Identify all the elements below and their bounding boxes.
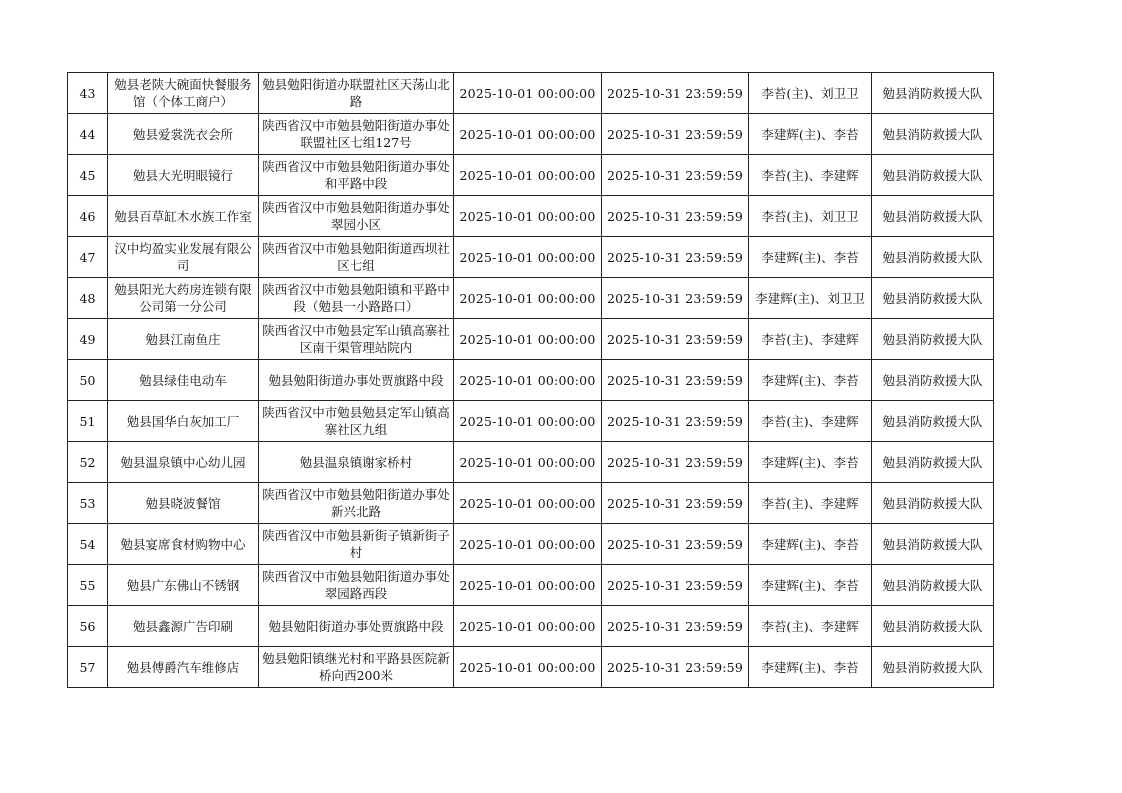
address-cell: 陕西省汉中市勉县勉阳街道办事处联盟社区七组127号 [259, 114, 454, 155]
table-row [68, 278, 994, 319]
table-row [68, 442, 994, 483]
end-time-cell: 2025-10-31 23:59:59 [602, 442, 749, 483]
unit-name-cell: 勉县宴席食材购物中心 [108, 524, 259, 565]
start-time-cell: 2025-10-01 00:00:00 [454, 155, 602, 196]
row-number: 49 [68, 319, 108, 360]
inspectors-cell: 李建辉(主)、李苔 [749, 442, 872, 483]
unit-name-cell: 勉县鑫源广告印刷 [108, 606, 259, 647]
address-cell: 陕西省汉中市勉县新街子镇新街子村 [259, 524, 454, 565]
table-row [68, 114, 994, 155]
unit-name-cell: 勉县百草缸木水族工作室 [108, 196, 259, 237]
table-row [68, 606, 994, 647]
row-number: 45 [68, 155, 108, 196]
row-number: 47 [68, 237, 108, 278]
agency-cell: 勉县消防救援大队 [872, 114, 994, 155]
agency-cell: 勉县消防救援大队 [872, 483, 994, 524]
inspection-table [67, 72, 994, 688]
row-number: 48 [68, 278, 108, 319]
inspectors-cell: 李苔(主)、李建辉 [749, 155, 872, 196]
end-time-cell: 2025-10-31 23:59:59 [602, 606, 749, 647]
start-time-cell: 2025-10-01 00:00:00 [454, 401, 602, 442]
start-time-cell: 2025-10-01 00:00:00 [454, 483, 602, 524]
row-number: 46 [68, 196, 108, 237]
table-row [68, 155, 994, 196]
row-number: 43 [68, 73, 108, 114]
end-time-cell: 2025-10-31 23:59:59 [602, 278, 749, 319]
inspectors-cell: 李苔(主)、刘卫卫 [749, 73, 872, 114]
end-time-cell: 2025-10-31 23:59:59 [602, 114, 749, 155]
start-time-cell: 2025-10-01 00:00:00 [454, 196, 602, 237]
row-number: 50 [68, 360, 108, 401]
unit-name-cell: 勉县老陕大碗面快餐服务馆（个体工商户） [108, 73, 259, 114]
unit-name-cell: 勉县爱裳洗衣会所 [108, 114, 259, 155]
row-number: 44 [68, 114, 108, 155]
end-time-cell: 2025-10-31 23:59:59 [602, 155, 749, 196]
unit-name-cell: 勉县江南鱼庄 [108, 319, 259, 360]
inspectors-cell: 李建辉(主)、李苔 [749, 524, 872, 565]
agency-cell: 勉县消防救援大队 [872, 360, 994, 401]
start-time-cell: 2025-10-01 00:00:00 [454, 606, 602, 647]
inspectors-cell: 李苔(主)、李建辉 [749, 401, 872, 442]
unit-name-cell: 勉县阳光大药房连锁有限公司第一分公司 [108, 278, 259, 319]
start-time-cell: 2025-10-01 00:00:00 [454, 73, 602, 114]
address-cell: 陕西省汉中市勉县勉阳街道西坝社区七组 [259, 237, 454, 278]
start-time-cell: 2025-10-01 00:00:00 [454, 524, 602, 565]
start-time-cell: 2025-10-01 00:00:00 [454, 278, 602, 319]
table-row [68, 319, 994, 360]
row-number: 56 [68, 606, 108, 647]
end-time-cell: 2025-10-31 23:59:59 [602, 565, 749, 606]
address-cell: 陕西省汉中市勉县定军山镇高寨社区南干渠管理站院内 [259, 319, 454, 360]
start-time-cell: 2025-10-01 00:00:00 [454, 319, 602, 360]
address-cell: 陕西省汉中市勉县勉阳街道办事处翠园路西段 [259, 565, 454, 606]
inspectors-cell: 李建辉(主)、李苔 [749, 647, 872, 688]
unit-name-cell: 勉县傅爵汽车维修店 [108, 647, 259, 688]
table-row [68, 73, 994, 114]
start-time-cell: 2025-10-01 00:00:00 [454, 237, 602, 278]
inspectors-cell: 李苔(主)、李建辉 [749, 606, 872, 647]
address-cell: 勉县勉阳街道办事处贾旗路中段 [259, 606, 454, 647]
table-row [68, 647, 994, 688]
agency-cell: 勉县消防救援大队 [872, 155, 994, 196]
table-row [68, 565, 994, 606]
table-row [68, 237, 994, 278]
row-number: 55 [68, 565, 108, 606]
end-time-cell: 2025-10-31 23:59:59 [602, 647, 749, 688]
inspectors-cell: 李苔(主)、刘卫卫 [749, 196, 872, 237]
end-time-cell: 2025-10-31 23:59:59 [602, 483, 749, 524]
inspectors-cell: 李建辉(主)、李苔 [749, 237, 872, 278]
table-row [68, 524, 994, 565]
agency-cell: 勉县消防救援大队 [872, 524, 994, 565]
inspectors-cell: 李建辉(主)、李苔 [749, 565, 872, 606]
agency-cell: 勉县消防救援大队 [872, 278, 994, 319]
unit-name-cell: 勉县绿佳电动车 [108, 360, 259, 401]
agency-cell: 勉县消防救援大队 [872, 401, 994, 442]
end-time-cell: 2025-10-31 23:59:59 [602, 319, 749, 360]
inspectors-cell: 李苔(主)、李建辉 [749, 319, 872, 360]
inspectors-cell: 李建辉(主)、李苔 [749, 360, 872, 401]
unit-name-cell: 勉县温泉镇中心幼儿园 [108, 442, 259, 483]
agency-cell: 勉县消防救援大队 [872, 606, 994, 647]
unit-name-cell: 汉中均盈实业发展有限公司 [108, 237, 259, 278]
start-time-cell: 2025-10-01 00:00:00 [454, 360, 602, 401]
address-cell: 勉县温泉镇谢家桥村 [259, 442, 454, 483]
agency-cell: 勉县消防救援大队 [872, 442, 994, 483]
agency-cell: 勉县消防救援大队 [872, 647, 994, 688]
end-time-cell: 2025-10-31 23:59:59 [602, 196, 749, 237]
inspectors-cell: 李苔(主)、李建辉 [749, 483, 872, 524]
inspectors-cell: 李建辉(主)、刘卫卫 [749, 278, 872, 319]
start-time-cell: 2025-10-01 00:00:00 [454, 114, 602, 155]
end-time-cell: 2025-10-31 23:59:59 [602, 401, 749, 442]
row-number: 57 [68, 647, 108, 688]
unit-name-cell: 勉县广东佛山不锈钢 [108, 565, 259, 606]
start-time-cell: 2025-10-01 00:00:00 [454, 565, 602, 606]
address-cell: 勉县勉阳镇继光村和平路县医院新桥向西200米 [259, 647, 454, 688]
address-cell: 陕西省汉中市勉县勉县定军山镇高寨社区九组 [259, 401, 454, 442]
agency-cell: 勉县消防救援大队 [872, 565, 994, 606]
start-time-cell: 2025-10-01 00:00:00 [454, 442, 602, 483]
table-row [68, 196, 994, 237]
address-cell: 陕西省汉中市勉县勉阳街道办事处和平路中段 [259, 155, 454, 196]
unit-name-cell: 勉县国华白灰加工厂 [108, 401, 259, 442]
agency-cell: 勉县消防救援大队 [872, 237, 994, 278]
address-cell: 陕西省汉中市勉县勉阳镇和平路中段（勉县一小路路口） [259, 278, 454, 319]
row-number: 51 [68, 401, 108, 442]
end-time-cell: 2025-10-31 23:59:59 [602, 237, 749, 278]
unit-name-cell: 勉县大光明眼镜行 [108, 155, 259, 196]
agency-cell: 勉县消防救援大队 [872, 73, 994, 114]
address-cell: 勉县勉阳街道办事处贾旗路中段 [259, 360, 454, 401]
table-row [68, 360, 994, 401]
end-time-cell: 2025-10-31 23:59:59 [602, 524, 749, 565]
address-cell: 陕西省汉中市勉县勉阳街道办事处新兴北路 [259, 483, 454, 524]
inspectors-cell: 李建辉(主)、李苔 [749, 114, 872, 155]
end-time-cell: 2025-10-31 23:59:59 [602, 360, 749, 401]
row-number: 53 [68, 483, 108, 524]
address-cell: 陕西省汉中市勉县勉阳街道办事处翠园小区 [259, 196, 454, 237]
table-body [68, 73, 994, 688]
agency-cell: 勉县消防救援大队 [872, 196, 994, 237]
table-row [68, 483, 994, 524]
table-row [68, 401, 994, 442]
address-cell: 勉县勉阳街道办联盟社区天荡山北路 [259, 73, 454, 114]
unit-name-cell: 勉县晓波餐馆 [108, 483, 259, 524]
start-time-cell: 2025-10-01 00:00:00 [454, 647, 602, 688]
row-number: 52 [68, 442, 108, 483]
agency-cell: 勉县消防救援大队 [872, 319, 994, 360]
row-number: 54 [68, 524, 108, 565]
end-time-cell: 2025-10-31 23:59:59 [602, 73, 749, 114]
